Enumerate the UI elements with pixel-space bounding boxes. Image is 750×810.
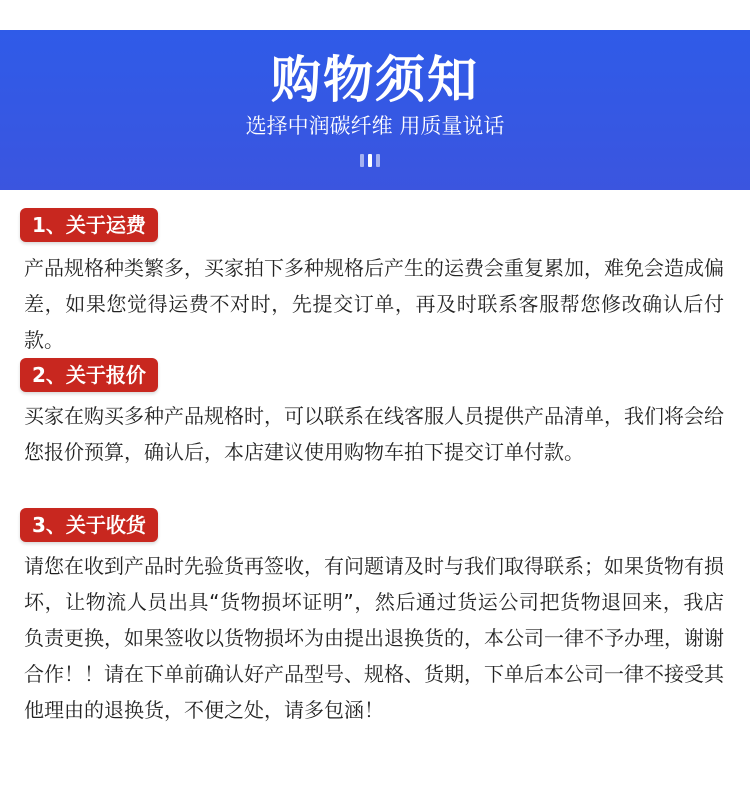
header-banner — [0, 30, 750, 190]
section-label-receipt: 3、关于收货 — [20, 508, 158, 542]
section-body-receipt: 请您在收到产品时先验货再签收，有问题请及时与我们取得联系；如果货物有损坏，让物流人员出具“货物损坏证明”，然后通过货运公司把货物退回来，我店负责更换，如果签收以货物损坏为由提出退换货的，本公司一律不予办理，谢谢合作！！请在下单前确认好产品型号、规格、货期，下单后本公司一律不接受其他理由的退换货，不便之处，请多包涵！ — [24, 554, 724, 722]
section-label-shipping: 1、关于运费 — [20, 208, 158, 242]
section-body-shipping: 产品规格种类繁多，买家拍下多种规格后产生的运费会重复累加，难免会造成偏差，如果您觉得运费不对时，先提交订单，再及时联系客服帮您修改确认后付款。 — [24, 256, 724, 352]
section-label-quote: 2、关于报价 — [20, 358, 158, 392]
page-title: 购物须知 — [271, 51, 479, 109]
section-body-quote: 买家在购买多种产品规格时，可以联系在线客服人员提供产品清单，我们将会给您报价预算，确认后，本店建议使用购物车拍下提交订单付款。 — [24, 404, 724, 464]
decorative-bars-icon — [360, 154, 384, 168]
page-subtitle: 选择中润碳纤维 用质量说话 — [245, 114, 505, 138]
